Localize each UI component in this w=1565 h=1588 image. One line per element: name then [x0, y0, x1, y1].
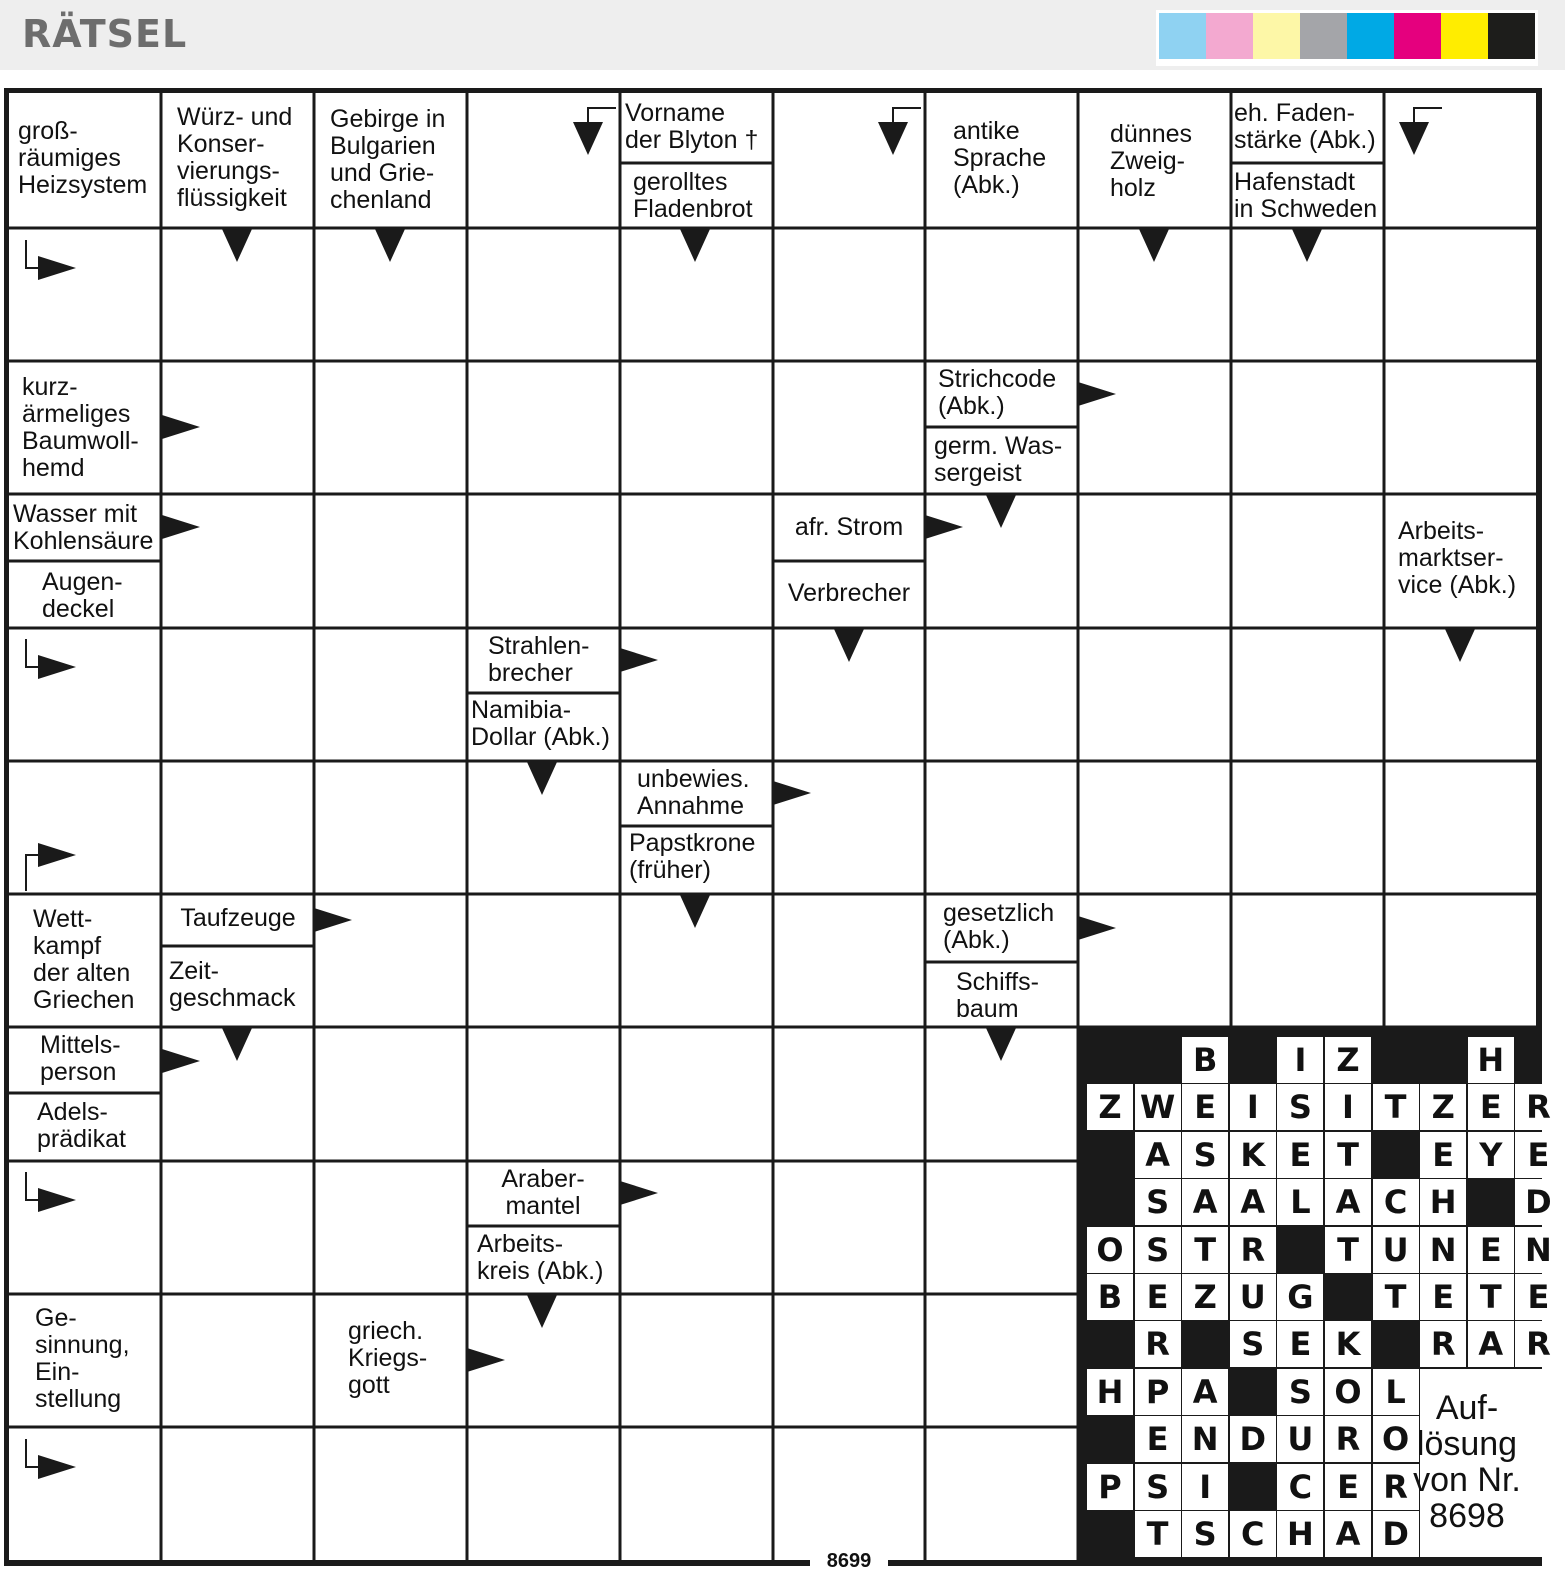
solution-letter: R [1325, 1416, 1371, 1462]
solution-letter: K [1230, 1132, 1276, 1178]
solution-letter: L [1277, 1179, 1323, 1225]
solution-letter: P [1087, 1464, 1133, 1510]
solution-letter: T [1182, 1227, 1228, 1273]
solution-letter: E [1277, 1321, 1323, 1367]
clue-barcode: Strichcode (Abk.) [938, 366, 1057, 420]
clue-legal: gesetzlich (Abk.) [943, 900, 1055, 954]
solution-letter: U [1373, 1227, 1419, 1273]
solution-letter: O [1087, 1227, 1133, 1273]
solution-letter: E [1420, 1132, 1466, 1178]
solution-letter: S [1182, 1132, 1228, 1178]
solution-letter: O [1325, 1369, 1371, 1415]
solution-letter: A [1182, 1369, 1228, 1415]
solution-letter: A [1135, 1132, 1181, 1178]
solution-letter: R [1420, 1321, 1466, 1367]
solution-letter: H [1468, 1037, 1514, 1083]
solution-letter: O [1373, 1416, 1419, 1462]
solution-letter: T [1468, 1274, 1514, 1320]
solution-letter: E [1182, 1084, 1228, 1130]
solution-letter: A [1468, 1321, 1514, 1367]
solution-label: Auf- lösung von Nr. 8698 [1413, 1389, 1521, 1535]
solution-letter: E [1277, 1132, 1323, 1178]
solution-letter: R [1515, 1321, 1561, 1367]
solution-letter: N [1515, 1227, 1561, 1273]
solution-letter: D [1515, 1179, 1561, 1225]
solution-letter: Y [1468, 1132, 1514, 1178]
clue-greek-war-god: griech. Kriegs- gott [348, 1318, 428, 1399]
solution-letter: A [1325, 1511, 1371, 1557]
clue-criminal: Verbrecher [787, 580, 911, 607]
solution-letter: S [1277, 1084, 1323, 1130]
clue-blyton-first-name: Vorname der Blyton † [625, 100, 759, 154]
solution-letter: A [1182, 1179, 1228, 1225]
clue-intermediary: Mittels- person [40, 1032, 121, 1086]
solution-letter: P [1135, 1369, 1181, 1415]
clue-eyelid: Augen- deckel [42, 569, 123, 623]
solution-letter: E [1135, 1274, 1181, 1320]
solution-letter: L [1373, 1369, 1419, 1415]
clue-mountain-range: Gebirge in Bulgarien und Grie- chenland [330, 106, 446, 214]
solution-letter: N [1420, 1227, 1466, 1273]
solution-letter: I [1230, 1084, 1276, 1130]
clue-papal-crown: Papstkrone (früher) [629, 830, 756, 884]
solution-letter: R [1373, 1464, 1419, 1510]
solution-letter: B [1087, 1274, 1133, 1320]
solution-letter: S [1182, 1511, 1228, 1557]
solution-letter: E [1135, 1416, 1181, 1462]
page-title: RÄTSEL [22, 12, 188, 56]
clue-namibia-dollar: Namibia- Dollar (Abk.) [471, 697, 610, 751]
solution-letter: C [1373, 1179, 1419, 1225]
solution-letter: T [1325, 1227, 1371, 1273]
puzzle-number: 8699 [810, 1548, 888, 1574]
solution-letter: E [1325, 1464, 1371, 1510]
clue-thin-twig: dünnes Zweig- holz [1110, 121, 1193, 202]
solution-letter: T [1325, 1132, 1371, 1178]
clue-thread-thickness: eh. Faden- stärke (Abk.) [1234, 100, 1376, 154]
solution-letter: T [1373, 1084, 1419, 1130]
clue-rolled-flatbread: gerolltes Fladenbrot [633, 169, 753, 223]
solution-letter: H [1420, 1179, 1466, 1225]
clue-african-river: afr. Strom [794, 514, 904, 541]
solution-letter: I [1277, 1037, 1323, 1083]
clue-arab-coat: Araber- mantel [501, 1166, 585, 1220]
solution-letter: E [1420, 1274, 1466, 1320]
solution-letter: R [1515, 1084, 1561, 1130]
solution-letter: T [1373, 1274, 1419, 1320]
solution-letter: Z [1420, 1084, 1466, 1130]
solution-letter: D [1373, 1511, 1419, 1557]
clue-zeitgeist: Zeit- geschmack [169, 958, 296, 1012]
solution-letter: E [1515, 1274, 1561, 1320]
clue-attitude: Ge- sinnung, Ein- stellung [35, 1305, 130, 1413]
solution-letter: H [1277, 1511, 1323, 1557]
solution-letter: E [1468, 1227, 1514, 1273]
solution-letter: H [1087, 1369, 1133, 1415]
clue-ancient-language: antike Sprache (Abk.) [953, 118, 1047, 199]
clue-nobility-title: Adels- prädikat [37, 1099, 126, 1153]
solution-letter: U [1230, 1274, 1276, 1320]
solution-letter: S [1135, 1227, 1181, 1273]
solution-letter: U [1277, 1416, 1323, 1462]
solution-letter: I [1325, 1084, 1371, 1130]
solution-letter: R [1135, 1321, 1181, 1367]
clue-greek-contest: Wett- kampf der alten Griechen [33, 906, 135, 1014]
solution-letter: Z [1087, 1084, 1133, 1130]
solution-letter: I [1182, 1464, 1228, 1510]
solution-letter: C [1277, 1464, 1323, 1510]
solution-letter: D [1230, 1416, 1276, 1462]
solution-letter: S [1230, 1321, 1276, 1367]
clue-spice-liquid: Würz- und Konser- vierungs- flüssigkeit [177, 104, 293, 212]
clue-godparent: Taufzeuge [180, 905, 296, 932]
clue-labour-market-service: Arbeits- marktser- vice (Abk.) [1398, 518, 1517, 599]
clue-sparkling-water: Wasser mit Kohlensäure [13, 501, 154, 555]
solution-letter: T [1135, 1511, 1181, 1557]
solution-letter: R [1230, 1227, 1276, 1273]
clue-cotton-shirt: kurz- ärmeliges Baumwoll- hemd [22, 374, 139, 482]
solution-letter: Z [1325, 1037, 1371, 1083]
solution-letter: N [1182, 1416, 1228, 1462]
solution-letter: S [1135, 1179, 1181, 1225]
solution-letter: A [1230, 1179, 1276, 1225]
clue-refractor: Strahlen- brecher [488, 633, 590, 687]
clue-water-spirit: germ. Was- sergeist [934, 433, 1063, 487]
solution-letter: W [1135, 1084, 1181, 1130]
clue-heating-system: groß- räumiges Heizsystem [18, 118, 148, 199]
clue-swedish-port: Hafenstadt in Schweden [1234, 169, 1378, 223]
solution-letter: S [1135, 1464, 1181, 1510]
solution-letter: E [1515, 1132, 1561, 1178]
solution-letter: C [1230, 1511, 1276, 1557]
clue-hypothesis: unbewies. Annahme [637, 766, 750, 820]
clue-working-group: Arbeits- kreis (Abk.) [477, 1231, 604, 1285]
solution-letter: G [1277, 1274, 1323, 1320]
solution-letter: E [1468, 1084, 1514, 1130]
solution-letter: S [1277, 1369, 1323, 1415]
solution-letter: B [1182, 1037, 1228, 1083]
solution-letter: K [1325, 1321, 1371, 1367]
clue-ship-mast: Schiffs- baum [956, 969, 1039, 1023]
solution-letter: A [1325, 1179, 1371, 1225]
solution-letter: Z [1182, 1274, 1228, 1320]
